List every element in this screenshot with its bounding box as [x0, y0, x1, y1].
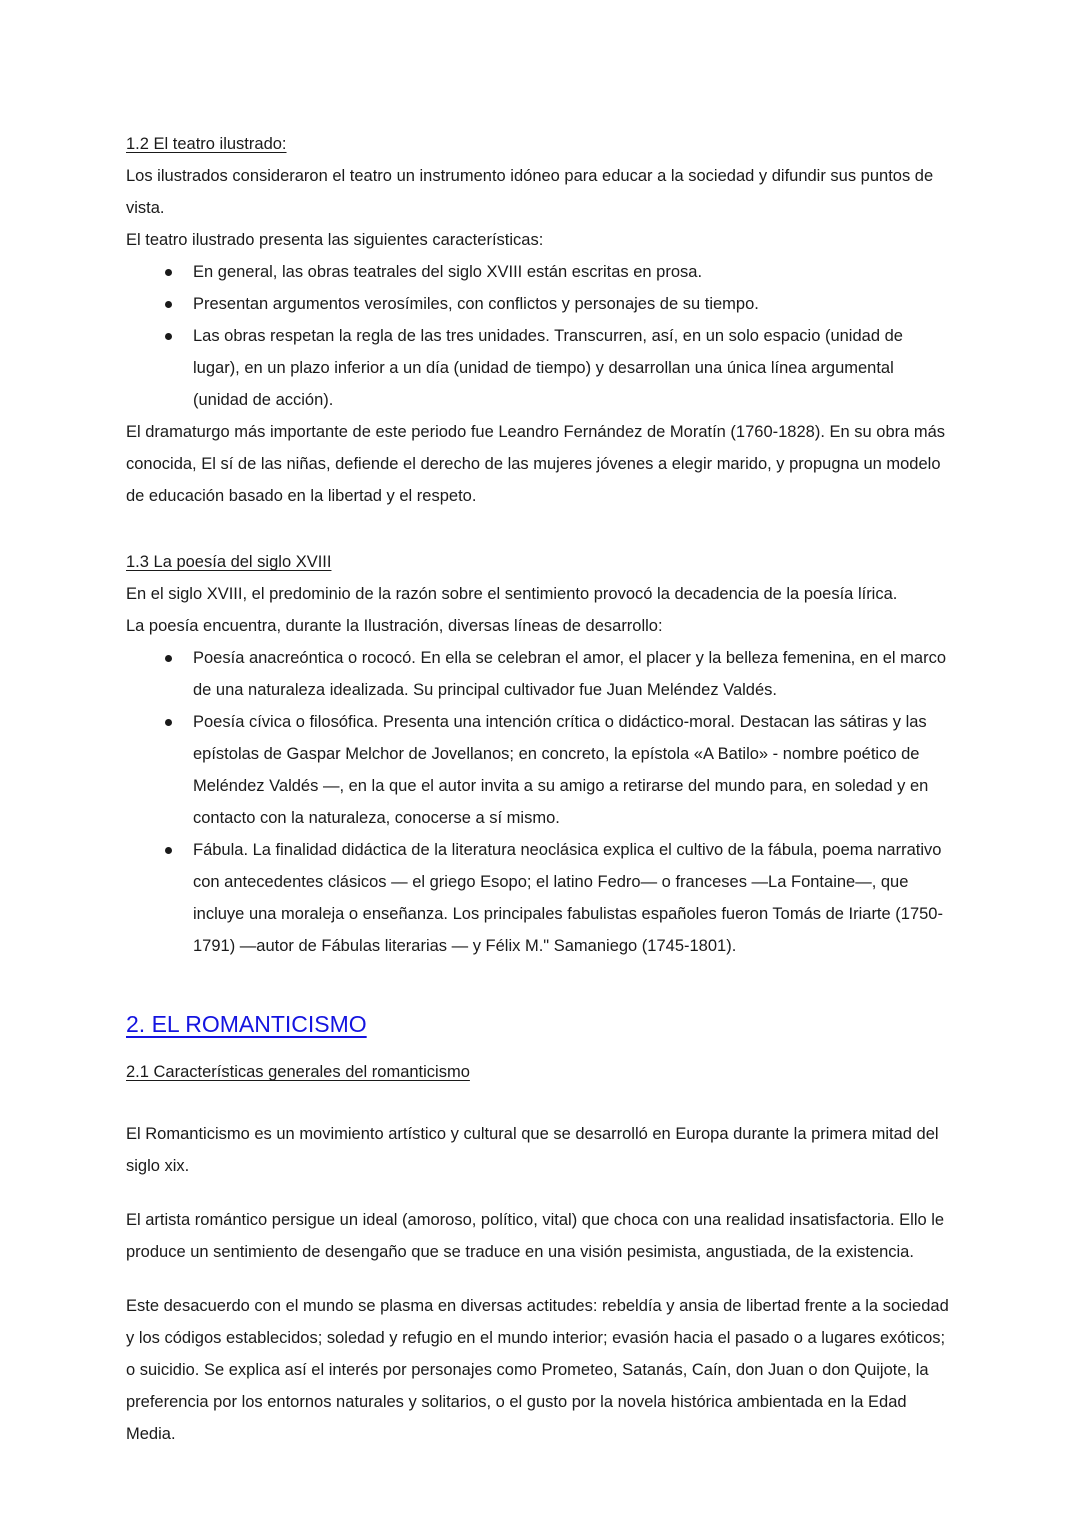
spacer [126, 1182, 952, 1204]
heading-poesia-siglo-xviii [126, 546, 952, 578]
list-item: Las obras respetan la regla de las tres unidades. Transcurren, así, en un solo espacio (unidad de lugar), en un plazo inferior a un día (unidad de tiempo) y desarrollan una única línea argumental (unidad de acción). [126, 320, 952, 416]
spacer [126, 512, 952, 546]
list-item: Fábula. La finalidad didáctica de la literatura neoclásica explica el cultivo de la fábula, poema narrativo con antecedentes clásicos — el griego Esopo; el latino Fedro— o franceses —La Fontaine—, que incluye una moraleja o enseñanza. Los principales fabulistas españoles fueron Tomás de Iriarte (1750-1791) —autor de Fábulas literarias — y Félix M." Samaniego (1745-1801). [126, 834, 952, 962]
paragraph-romanticismo-2: El artista romántico persigue un ideal (amoroso, político, vital) que choca con una realidad insatisfactoria. Ello le produce un sentimiento de desengaño que se traduce en una visión pesimista, angustiada, de la existencia. [126, 1211, 945, 1261]
list-item: Poesía cívica o filosófica. Presenta una intención crítica o didáctico-moral. Destacan las sátiras y las epístolas de Gaspar Melchor de Jovellanos; en concreto, la epístola «A Batilo» - nombre poético de Meléndez Valdés —, en la que el autor invita a su amigo a retirarse del mundo para, en soledad y en contacto con la naturaleza, conocerse a sí mismo. [126, 706, 952, 834]
spacer [126, 1044, 952, 1056]
paragraph-teatro-leadin: El teatro ilustrado presenta las siguientes características: [126, 231, 544, 249]
paragraph-romanticismo-3: Este desacuerdo con el mundo se plasma en diversas actitudes: rebeldía y ansia de libertad frente a la sociedad y los códigos establecidos; soledad y refugio en el mundo interior; evasión hacia el pasado o a lugares exóticos; o suicidio. Se explica así el interés por personajes como Prometeo, Satanás, Caín, don Juan o don Quijote, la preferencia por los entornos naturales y solitarios, o el gusto por la novela histórica ambientada en la Edad Media. [126, 1297, 949, 1443]
list-poesia-lineas [126, 642, 952, 962]
heading-el-romanticismo-text: 2. EL ROMANTICISMO [126, 1011, 367, 1037]
paragraph-romanticismo-1: El Romanticismo es un movimiento artístico y cultural que se desarrolló en Europa durante la primera mitad del siglo xix. [126, 1125, 939, 1175]
heading-caracteristicas-romanticismo-text: 2.1 Características generales del romanticismo [126, 1063, 470, 1081]
document-body [126, 128, 952, 1450]
spacer [126, 962, 952, 1004]
heading-el-romanticismo [126, 1004, 952, 1044]
spacer [126, 1268, 952, 1290]
heading-caracteristicas-romanticismo [126, 1056, 952, 1088]
paragraph-teatro-moratin: El dramaturgo más importante de este periodo fue Leandro Fernández de Moratín (1760-1828). En su obra más conocida, El sí de las niñas, defiende el derecho de las mujeres jóvenes a elegir marido, y propugna un modelo de educación basado en la libertad y el respeto. [126, 423, 946, 505]
list-teatro-caracteristicas [126, 256, 952, 416]
paragraph-poesia-intro: En el siglo XVIII, el predominio de la razón sobre el sentimiento provocó la decadencia de la poesía lírica. [126, 585, 898, 603]
paragraph-poesia-leadin: La poesía encuentra, durante la Ilustración, diversas líneas de desarrollo: [126, 617, 663, 635]
list-item: En general, las obras teatrales del siglo XVIII están escritas en prosa. [126, 256, 952, 288]
heading-teatro-ilustrado-text: 1.2 El teatro ilustrado: [126, 135, 287, 153]
list-item: Presentan argumentos verosímiles, con conflictos y personajes de su tiempo. [126, 288, 952, 320]
heading-teatro-ilustrado [126, 128, 952, 160]
paragraph-teatro-intro: Los ilustrados consideraron el teatro un instrumento idóneo para educar a la sociedad y difundir sus puntos de vista. [126, 167, 934, 217]
heading-poesia-siglo-xviii-text: 1.3 La poesía del siglo XVIII [126, 553, 332, 571]
list-item: Poesía anacreóntica o rococó. En ella se celebran el amor, el placer y la belleza femenina, en el marco de una naturaleza idealizada. Su principal cultivador fue Juan Meléndez Valdés. [126, 642, 952, 706]
spacer [126, 1088, 952, 1118]
